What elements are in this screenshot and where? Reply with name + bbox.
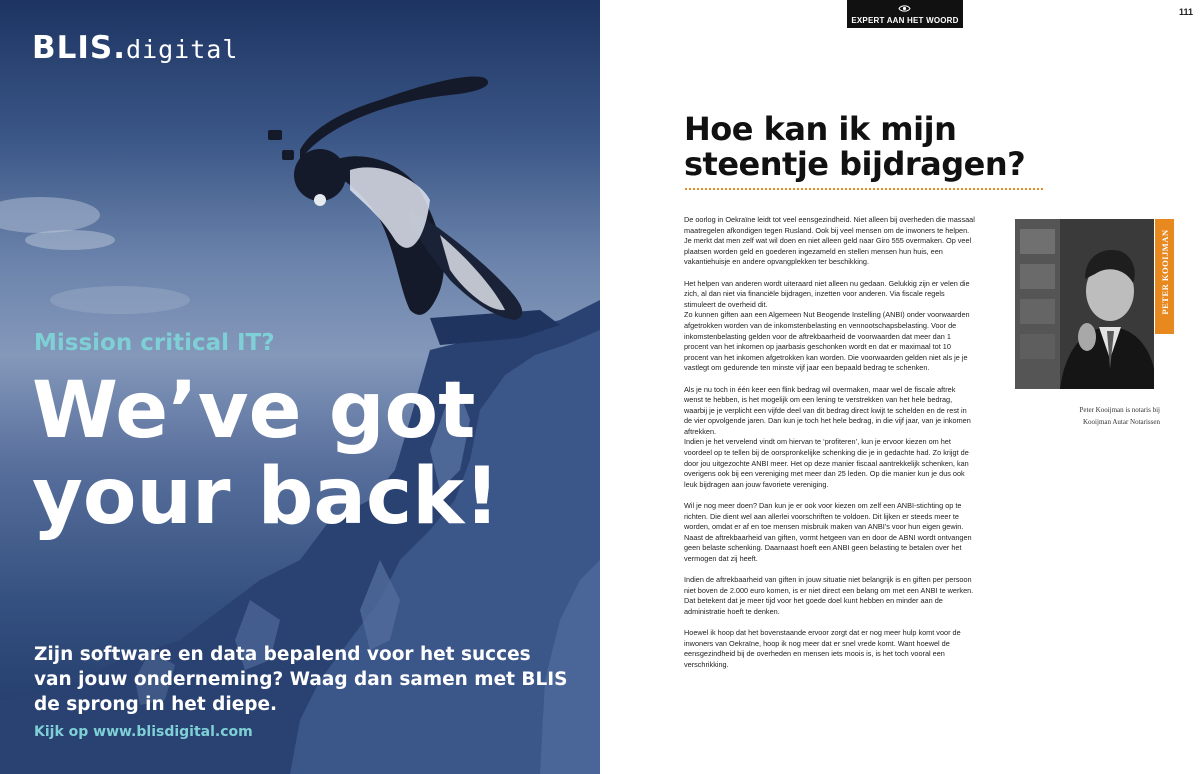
caption-line-2: Kooijman Autar Notarissen bbox=[1083, 418, 1160, 426]
paragraph: Hoewel ik hoop dat het bovenstaande ervoor zorgt dat er nog meer hulp komt voor de inwoners van Oekraïne, hoop ik nog meer dat er snel vrede komt. Want hoewel de eensgezindheid bij de overheden en mensen iets moois is, is het toch vooral een verschrikking. bbox=[684, 628, 961, 669]
section-label bbox=[847, 0, 963, 28]
paragraph: Wil je nog meer doen? Dan kun je er ook voor kiezen om zelf een ANBI-stichting op te richten. Die dient wel aan allerlei voorschriften te voldoen. Dit lijken er steeds meer te worden, omdat er af en toe mensen misbruik maken van ANBI’s voor hun eigen gewin. Naast de aftrekbaarheid van giften, vormt hetgeen van en door de ABNI wordt ontvangen geen belaste schenking. Daarnaast hoeft een ANBI geen belasting te betalen over het vermogen dat zij heeft. bbox=[684, 501, 972, 563]
logo-light: digital bbox=[126, 35, 239, 64]
mission-question: Mission critical IT? bbox=[34, 330, 275, 356]
article-page bbox=[600, 0, 1200, 774]
paragraph: Het helpen van anderen wordt uiteraard niet alleen nu gedaan. Gelukkig zijn er velen die zich, al dan niet via financiële bijdragen, inzetten voor anderen. Via fiscale regels stimuleert de overheid dit. bbox=[684, 278, 970, 309]
author-name: PETER KOOIJMAN bbox=[1160, 229, 1170, 315]
paragraph: Zo kunnen giften aan een Algemeen Nut Beogende Instelling (ANBI) onder voorwaarden afgetrokken worden van de inkomstenbelasting en vennootschapsbelasting. Voor de inkomstenbelasting gelden voor de aftrekbaarheid de voorwaarden dat meer dan 1 procent van het inkomen op jaarbasis geschonken wordt en dat er maximaal tot 10 procent van het inkomen afgetrokken kan worden. Die voorwaarden gelden niet als je je vastlegt om gedurende ten minste vijf jaar een bepaald bedrag te schenken. bbox=[684, 310, 970, 373]
author-portrait bbox=[1015, 219, 1154, 389]
article-body bbox=[684, 215, 976, 681]
paragraph: Indien de aftrekbaarheid van giften in jouw situatie niet belangrijk is en giften per persoon niet boven de 2.000 euro komen, is er niet direct een belang om met een ANBI te werken. Dat betekent dat je meer tijd voor het goede doel kunt hebben en minder aan de administratie hoeft te denken. bbox=[684, 575, 974, 616]
title-divider bbox=[685, 188, 1043, 190]
headline-line-2: your back! bbox=[32, 452, 500, 542]
article-title: Hoe kan ik mijn steentje bijdragen? bbox=[684, 110, 1026, 183]
blis-digital-logo bbox=[32, 30, 238, 66]
logo-dot: . bbox=[113, 30, 127, 66]
portrait-image bbox=[1015, 219, 1154, 389]
section-label-text: EXPERT AAN HET WOORD bbox=[851, 16, 959, 25]
caption-line-1: Peter Kooijman is notaris bij bbox=[1079, 406, 1160, 414]
logo-bold: BLIS bbox=[32, 30, 114, 66]
paragraph: De oorlog in Oekraïne leidt tot veel eensgezindheid. Niet alleen bij overheden die massaal maatregelen afkondigen tegen Rusland. Ook bij veel mensen om de inwoners te helpen. Je merkt dat men zelf wat wil doen en niet alleen geld naar Giro 555 overmaken. Op veel plaatsen worden geld en goederen ingezameld en stellen mensen hun huis, een vakantiehuisje en andere opvangplekken ter beschikking. bbox=[684, 215, 975, 267]
paragraph: Indien je het vervelend vindt om hiervan te ‘profiteren’, kun je ervoor kiezen om het voordeel op te tellen bij de oorspronkelijke schenking die je in gedachte had. Zo krijgt de door jou uitgezochte ANBI meer. Het op deze manier fiscaal aantrekkelijk schenken, kan overigens ook bij een vereniging met meer dan 25 leden. Op die manier kun je dus ook leuk bijdragen aan jouw favoriete vereniging. bbox=[684, 437, 969, 489]
author-name-tab bbox=[1155, 219, 1174, 334]
page-number: 111 bbox=[1178, 7, 1193, 17]
photo-caption bbox=[1040, 404, 1160, 428]
ad-headline bbox=[32, 368, 572, 540]
ad-tagline: Zijn software en data bepalend voor het succes van jouw onderneming? Waag dan samen met BLIS de sprong in het diepe. bbox=[34, 644, 568, 715]
eye-icon bbox=[898, 4, 911, 13]
headline-line-1: We’ve got bbox=[32, 366, 476, 456]
paragraph: Als je nu toch in één keer een flink bedrag wil overmaken, maar wel de fiscale aftrek wenst te hebben, is het mogelijk om een lening te verstrekken van het hele bedrag, waarbij je je verplicht een vijfde deel van dit bedrag direct kwijt te schelden en de rest in de vier opvolgende jaren. Dan kun je toch het hele bedrag, in die vijf jaar, van je inkomen aftrekken. bbox=[684, 384, 971, 436]
ad-website-link[interactable]: Kijk op www.blisdigital.com bbox=[34, 724, 253, 740]
